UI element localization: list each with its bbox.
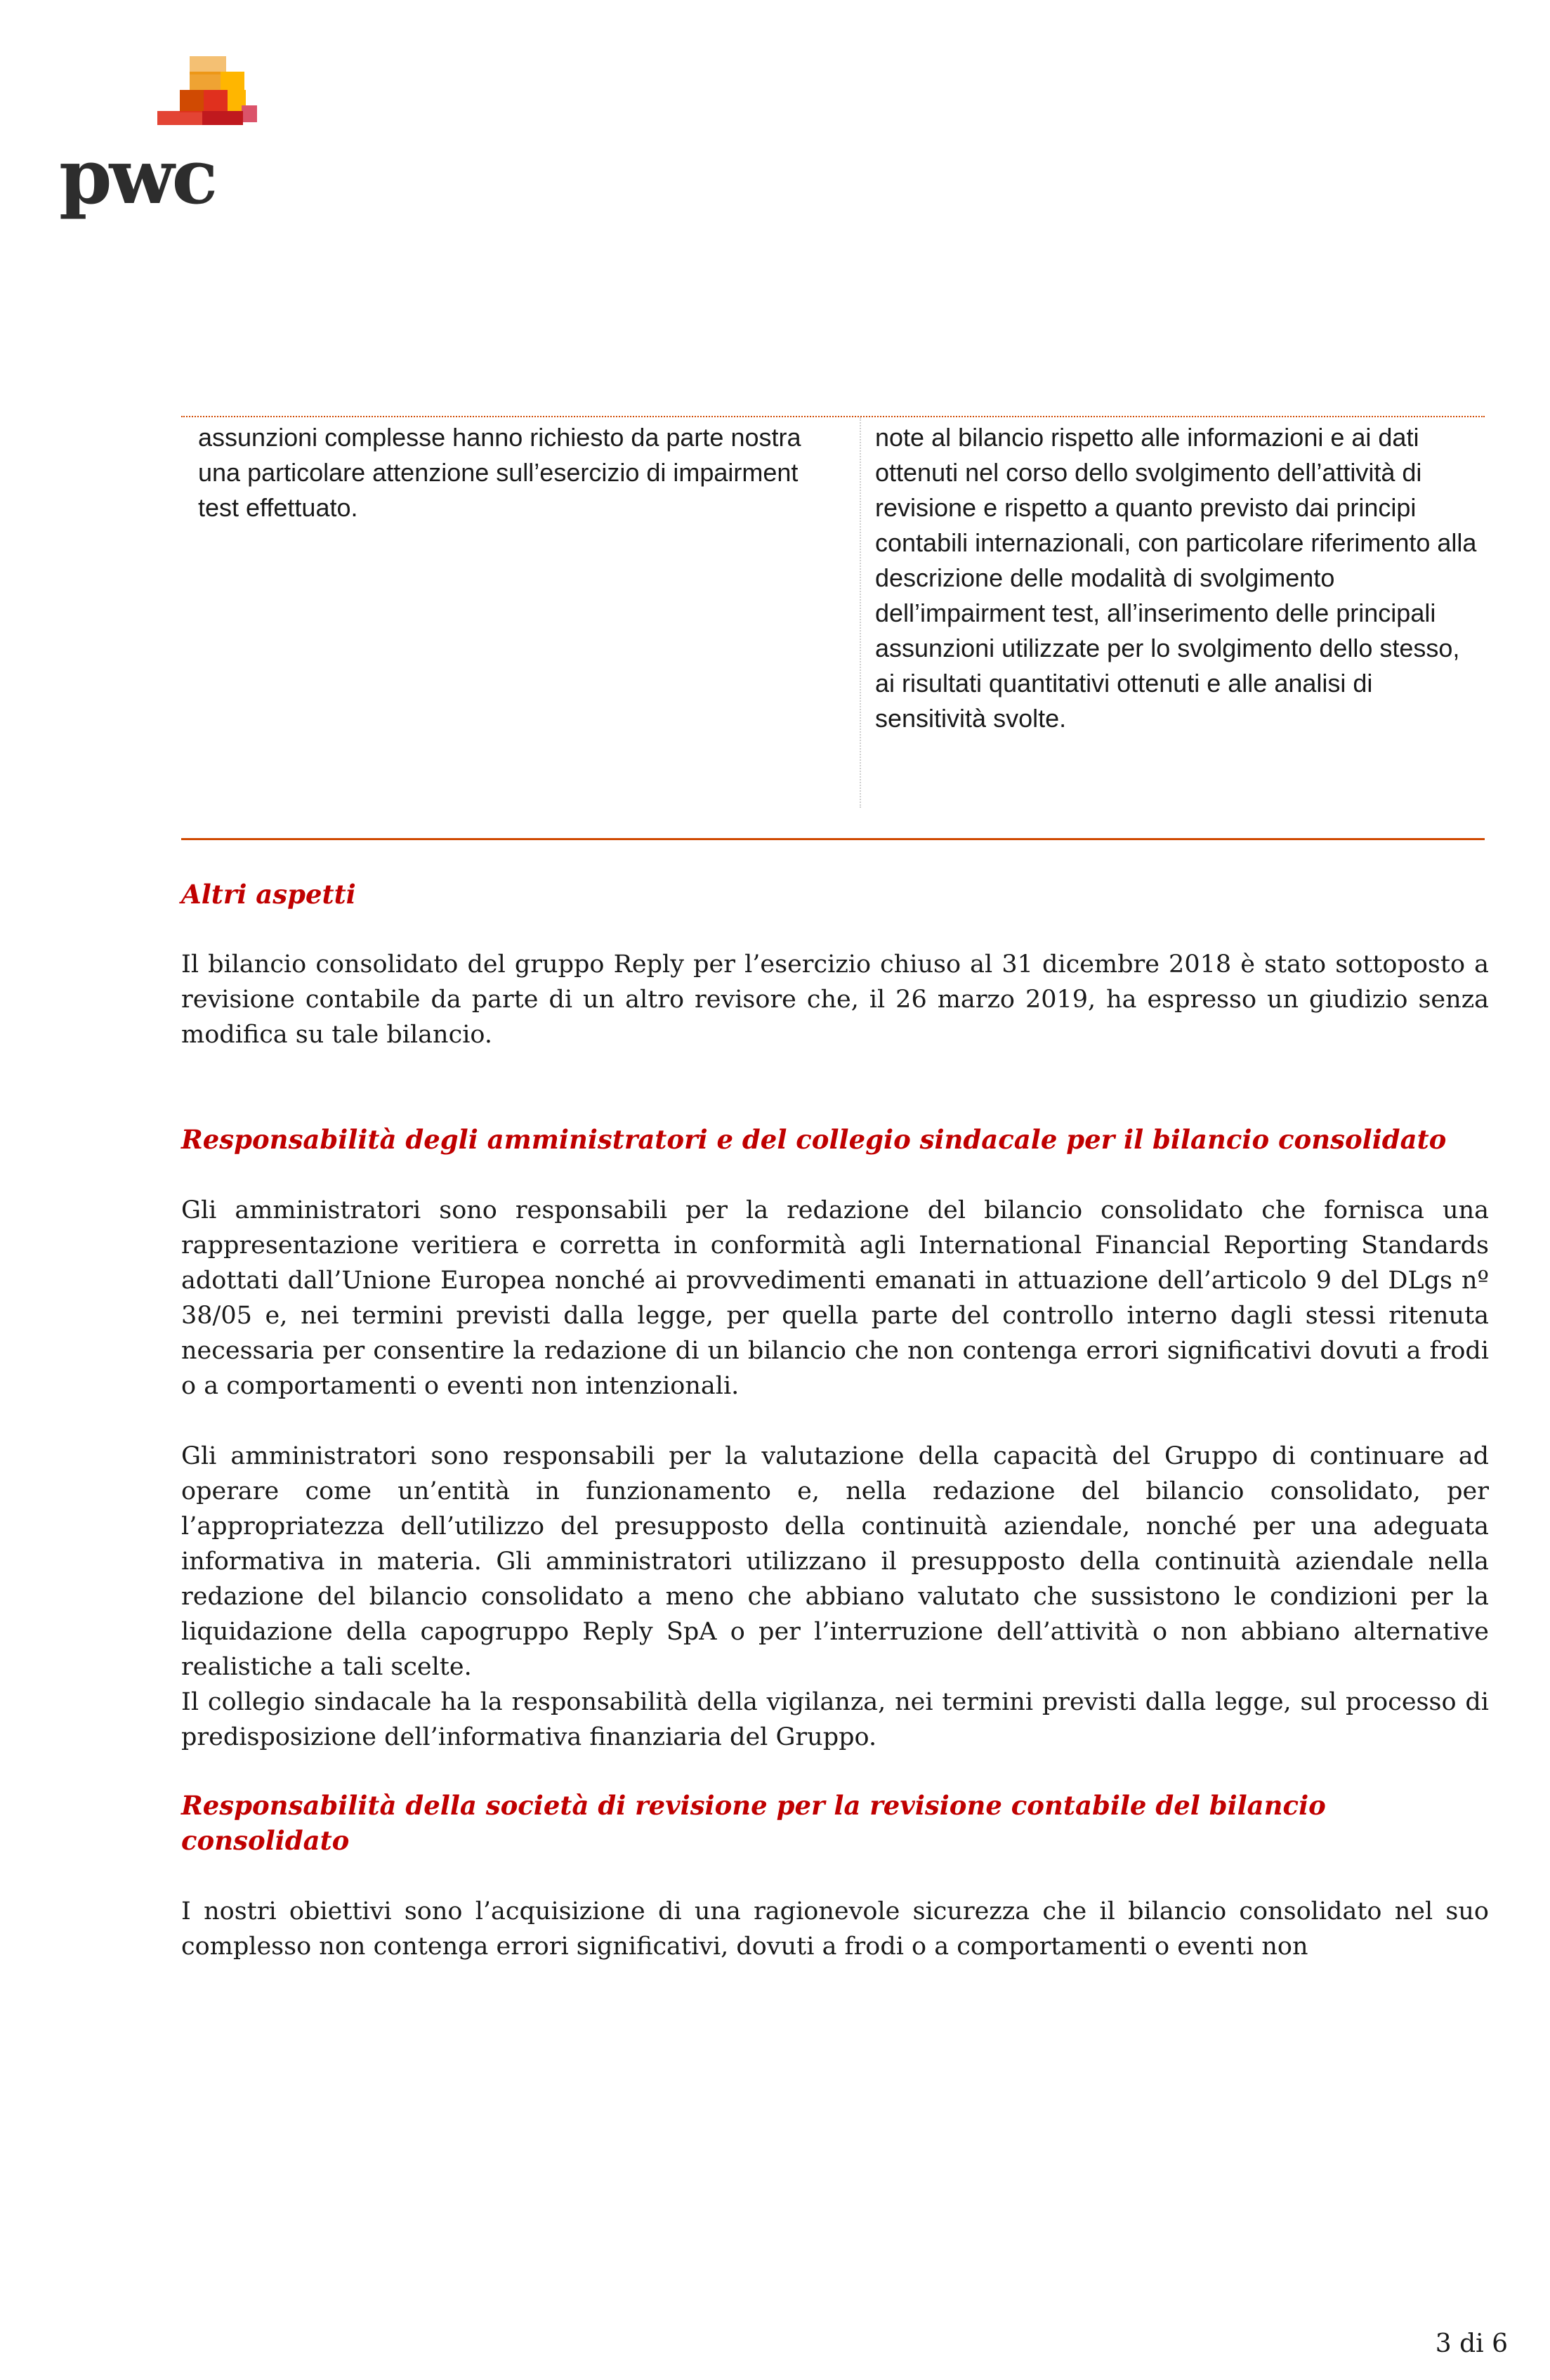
pwc-logo-mark [59,56,270,140]
paragraph-collegio-sindacale: Il collegio sindacale ha la responsabilità della vigilanza, nei termini previsti dalla legge, sul processo di predisposizione dell’informativa finanziaria del Gruppo. [181,1688,1489,1751]
paragraph-amministratori-2: Gli amministratori sono responsabili per la valutazione della capacità del Gruppo di continuare ad operare come un’entità in funzionamento e, nella redazione del bilancio consolidato, per l’appropriatezza dell’utilizzo del presupposto della continuità aziendale, nonché per una adeguata informativa in materia. Gli amministratori utilizzano il presupposto della continuità aziendale nella redazione del bilancio consolidato a meno che abbiano valutato che sussistono le condizioni per la liquidazione della capogruppo Reply SpA o per l’interruzione dell’attività o non abbiano alternative realistiche a tali scelte. [181,1442,1489,1681]
section-title-responsabilita-revisione: Responsabilità della società di revisione per la revisione contabile del bilancio consolidato [181,1790,1326,1856]
table-cell-right: note al bilancio rispetto alle informazioni e ai dati ottenuti nel corso dello svolgimento dell’attività di revisione e rispetto a quanto previsto dai principi contabili internazionali, con particolare riferimento alla descrizione delle modalità di svolgimento dell’impairment test, all’inserimento delle principali assunzioni utilizzate per lo svolgimento dello stesso, ai risultati quantitativi ottenuti e alle analisi di sensitività svolte. [875,423,1477,733]
table-top-rule [181,416,1485,417]
table-bottom-rule [181,838,1485,840]
pwc-logo [59,56,270,225]
pwc-logo-wordmark: pwc [59,133,216,221]
page-number: 3 di 6 [1435,2329,1508,2358]
section-title-altri-aspetti: Altri aspetti [181,879,356,910]
table-column-divider [860,417,861,808]
paragraph-altri-aspetti: Il bilancio consolidato del gruppo Reply per l’esercizio chiuso al 31 dicembre 2018 è stato sottoposto a revisione contabile da parte di un altro revisore che, il 26 marzo 2019, ha espresso un giudizio senza modifica su tale bilancio. [181,950,1489,1049]
section-title-responsabilita-amministratori: Responsabilità degli amministratori e del collegio sindacale per il bilancio consolidato [181,1124,1447,1155]
paragraph-obiettivi: I nostri obiettivi sono l’acquisizione di una ragionevole sicurezza che il bilancio consolidato nel suo complesso non contenga errori significativi, dovuti a frodi o a comportamenti o eventi non [181,1897,1489,1961]
table-cell-left: assunzioni complesse hanno richiesto da parte nostra una particolare attenzione sull’esercizio di impairment test effettuato. [198,423,801,522]
paragraph-amministratori-1: Gli amministratori sono responsabili per la redazione del bilancio consolidato che fornisca una rappresentazione veritiera e corretta in conformità agli International Financial Reporting Standards adottati dall’Unione Europea nonché ai provvedimenti emanati in attuazione dell’articolo 9 del DLgs nº 38/05 e, nei termini previsti dalla legge, per quella parte del controllo interno dagli stessi ritenuta necessaria per consentire la redazione di un bilancio che non contenga errori significativi dovuti a frodi o a comportamenti o eventi non intenzionali. [181,1196,1489,1400]
